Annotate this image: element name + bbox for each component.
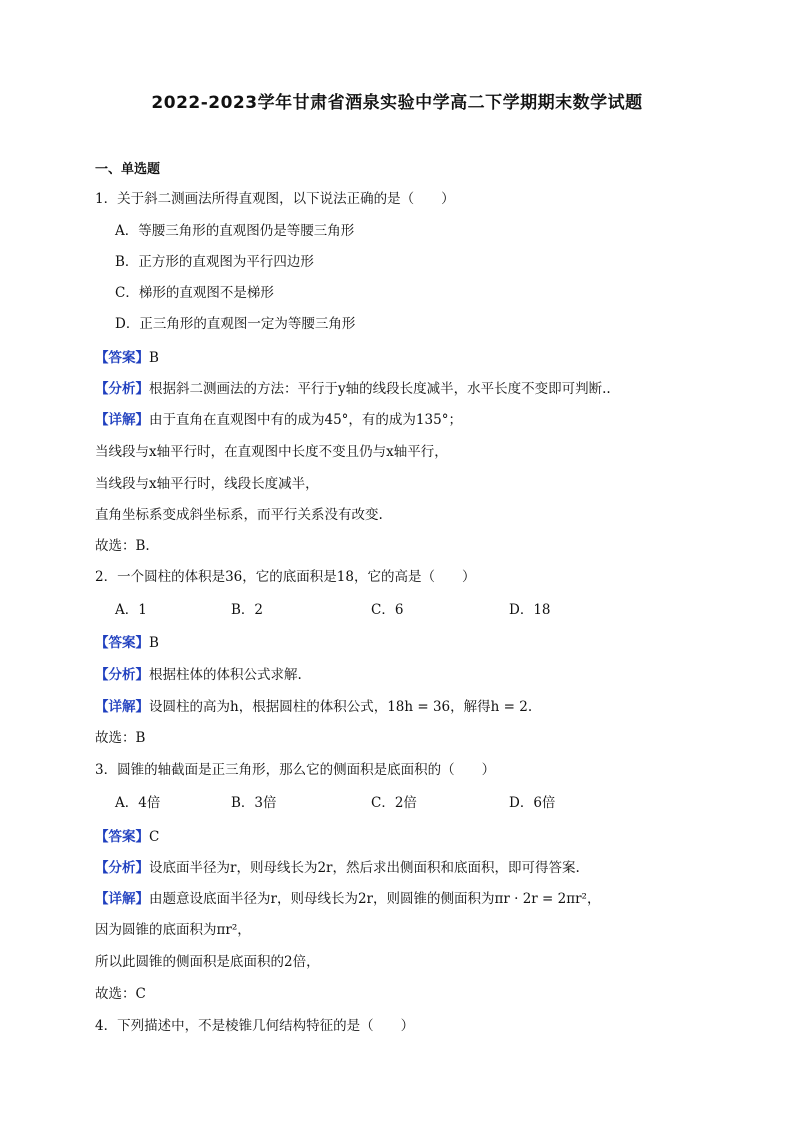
- question-1-stem: 1．关于斜二测画法所得直观图，以下说法正确的是（ ）: [95, 191, 455, 207]
- question-3-option-d: D．6倍: [509, 795, 556, 811]
- question-2-option-b: B．2: [231, 602, 264, 618]
- analysis-text: 根据柱体的体积公式求解.: [149, 667, 302, 683]
- detail-tag: 【详解】: [95, 699, 149, 715]
- question-2-answer: [95, 633, 159, 653]
- question-1-analysis: [95, 379, 611, 399]
- detail-tag: 【详解】: [95, 891, 149, 907]
- question-1-choice: 故选：B.: [95, 538, 150, 554]
- question-3-detail-line-1: 因为圆锥的底面积为πr²，: [95, 922, 251, 938]
- question-1-option-d: D．正三角形的直观图一定为等腰三角形: [115, 316, 356, 332]
- answer-tag: 【答案】: [95, 350, 149, 366]
- question-3-option-b: B．3倍: [231, 795, 277, 811]
- question-3-option-c: C．2倍: [371, 795, 417, 811]
- detail-text: 由于直角在直观图中有的成为45°，有的成为135°；: [149, 412, 462, 428]
- section-heading: 一、单选题: [95, 162, 161, 177]
- question-1-detail-line-1: 当线段与x轴平行时，在直观图中长度不变且仍与x轴平行，: [95, 444, 448, 460]
- question-3-detail-line-2: 所以此圆锥的侧面积是底面积的2倍，: [95, 954, 320, 970]
- question-2-detail: [95, 697, 532, 717]
- question-3-analysis: [95, 858, 580, 878]
- question-1-detail-line-2: 当线段与x轴平行时，线段长度减半，: [95, 476, 319, 492]
- detail-text: 由题意设底面半径为r，则母线长为2r，则圆锥的侧面积为πr · 2r = 2πr²，: [149, 891, 601, 907]
- answer-tag: 【答案】: [95, 829, 149, 845]
- analysis-text: 设底面半径为r，则母线长为2r，然后求出侧面积和底面积，即可得答案.: [149, 860, 580, 876]
- question-2-option-d: D．18: [509, 602, 551, 618]
- analysis-tag: 【分析】: [95, 381, 149, 397]
- detail-tag: 【详解】: [95, 412, 149, 428]
- question-1-answer: [95, 348, 159, 368]
- answer-value: B: [149, 635, 159, 651]
- question-3-choice: 故选：C: [95, 986, 146, 1002]
- question-2-analysis: [95, 665, 302, 685]
- question-4-stem: 4．下列描述中，不是棱锥几何结构特征的是（ ）: [95, 1018, 415, 1034]
- analysis-tag: 【分析】: [95, 860, 149, 876]
- question-1-detail: [95, 410, 462, 430]
- answer-value: B: [149, 350, 159, 366]
- answer-tag: 【答案】: [95, 635, 149, 651]
- page-title: 2022-2023学年甘肃省酒泉实验中学高二下学期期末数学试题: [151, 93, 643, 113]
- question-2-option-a: A．1: [115, 602, 147, 618]
- answer-value: C: [149, 829, 160, 845]
- question-3-option-a: A．4倍: [115, 795, 161, 811]
- question-1-option-b: B．正方形的直观图为平行四边形: [115, 254, 314, 270]
- question-2-choice: 故选：B: [95, 730, 146, 746]
- question-3-detail: [95, 889, 600, 909]
- question-1-option-a: A．等腰三角形的直观图仍是等腰三角形: [115, 223, 355, 239]
- question-1-detail-line-3: 直角坐标系变成斜坐标系，而平行关系没有改变.: [95, 507, 383, 523]
- question-2-stem: 2．一个圆柱的体积是36，它的底面积是18，它的高是（ ）: [95, 569, 476, 585]
- question-1-option-c: C．梯形的直观图不是梯形: [115, 285, 274, 301]
- question-3-stem: 3．圆锥的轴截面是正三角形，那么它的侧面积是底面积的（ ）: [95, 762, 496, 778]
- analysis-tag: 【分析】: [95, 667, 149, 683]
- analysis-text: 根据斜二测画法的方法：平行于y轴的线段长度减半，水平长度不变即可判断..: [149, 381, 611, 397]
- detail-text: 设圆柱的高为h，根据圆柱的体积公式，18h = 36，解得h = 2.: [149, 699, 533, 715]
- question-2-option-c: C．6: [371, 602, 404, 618]
- question-3-answer: [95, 827, 159, 847]
